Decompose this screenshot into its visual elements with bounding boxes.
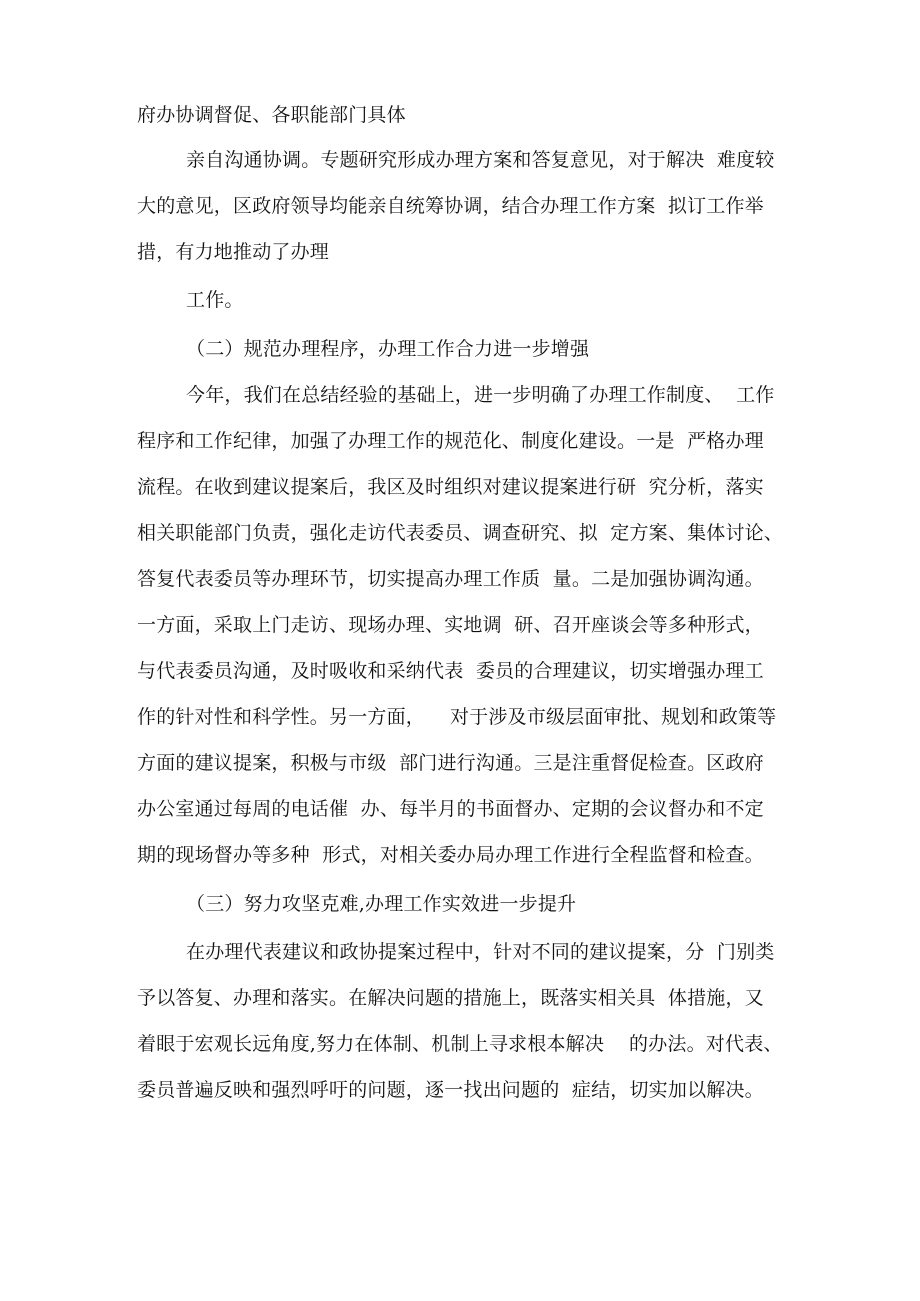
section-heading: （二）规范办理程序，办理工作合力进一步增强 — [186, 338, 590, 360]
text-line: 方面的建议提案，积极与市级 部门进行沟通。三是注重督促检查。区政府 — [137, 752, 764, 774]
text-line: 委员普遍反映和强烈呼吁的问题，逐一找出问题的 症结，切实加以解决。 — [137, 1079, 764, 1101]
text-line: 措，有力地推动了办理 — [137, 241, 330, 263]
text-line: 办公室通过每周的电话催 办、每半月的书面督办、定期的会议督办和不定 — [137, 798, 764, 820]
text-line: 予以答复、办理和落实。在解决问题的措施上，既落实相关具 体措施，又 — [137, 987, 764, 1009]
text-line: 一方面，采取上门走访、现场办理、实地调 研、召开座谈会等多种形式， — [137, 614, 764, 636]
paragraph-line: 在办理代表建议和政协提案过程中，针对不同的建议提案，分 门别类 — [186, 941, 775, 963]
text-line: 程序和工作纪律，加强了办理工作的规范化、制度化建设。一是 严格办理 — [137, 430, 764, 452]
section-heading: （三）努力攻坚克难,办理工作实效进一步提升 — [186, 893, 577, 915]
text-line: 府办协调督促、各职能部门具体 — [137, 104, 406, 126]
paragraph-line: 工作。 — [186, 289, 244, 311]
text-line: 着眼于宏观长远角度,努力在体制、机制上寻求根本解决 的办法。对代表、 — [137, 1033, 783, 1055]
paragraph-line: 今年，我们在总结经验的基础上，进一步明确了办理工作制度、 工作 — [186, 384, 775, 406]
text-line: 期的现场督办等多种 形式，对相关委办局办理工作进行全程监督和检查。 — [137, 844, 764, 866]
text-line: 与代表委员沟通，及时吸收和采纳代表 委员的合理建议，切实增强办理工 — [137, 660, 764, 682]
text-line: 相关职能部门负责，强化走访代表委员、调查研究、拟 定方案、集体讨论、 — [137, 522, 784, 544]
paragraph-line: 亲自沟通协调。专题研究形成办理方案和答复意见，对于解决 难度较 — [186, 149, 775, 171]
text-line: 大的意见，区政府领导均能亲自统筹协调，结合办理工作方案 拟订工作举 — [137, 195, 764, 217]
text-line: 答复代表委员等办理环节，切实提高办理工作质 量。二是加强协调沟通。 — [137, 568, 764, 590]
text-line: 流程。在收到建议提案后，我区及时组织对建议提案进行研 究分析，落实 — [137, 476, 764, 498]
text-line: 作的针对性和科学性。另一方面， 对于涉及市级层面审批、规划和政策等 — [137, 706, 777, 728]
